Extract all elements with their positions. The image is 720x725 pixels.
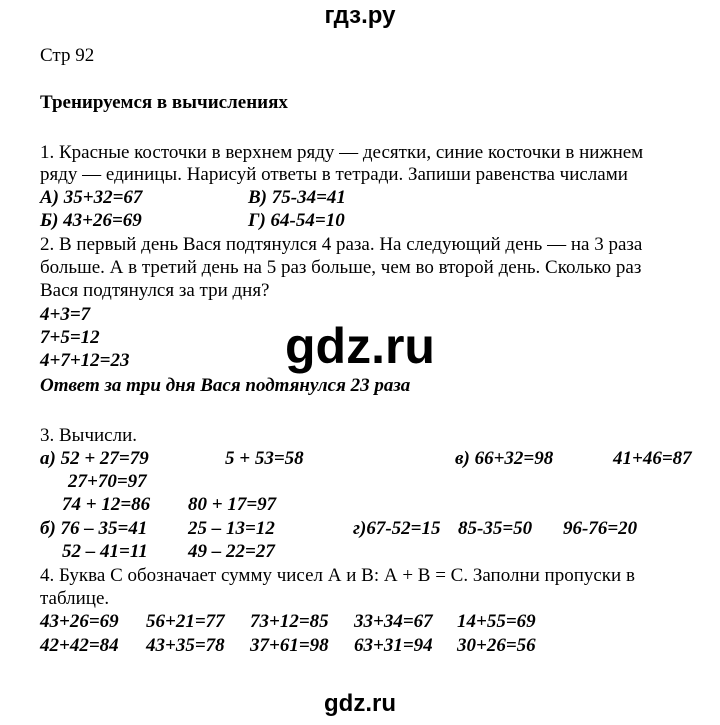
- task3-b-3: 52 – 41=11: [62, 541, 148, 562]
- page-label: Стр 92: [40, 45, 95, 66]
- task3-title: 3. Вычисли.: [40, 425, 137, 446]
- task4-row1-cell: 73+12=85: [250, 611, 329, 632]
- task1-text-line1: 1. Красные косточки в верхнем ряду — десятки, синие косточки в нижнем: [40, 142, 644, 163]
- task3-g-3: 96-76=20: [563, 518, 638, 539]
- task4-row1-cell: 33+34=67: [354, 611, 433, 632]
- task2-calc-1: 4+3=7: [40, 304, 91, 325]
- task2-text-line1: 2. В первый день Вася подтянулся 4 раза. На следующий день — на 3 раза: [40, 234, 643, 255]
- task1-answer-a: А) 35+32=67: [40, 187, 143, 208]
- task2-calc-2: 7+5=12: [40, 327, 100, 348]
- task3-v-2: 41+46=87: [613, 448, 692, 469]
- task4-row1-cell: 56+21=77: [146, 611, 225, 632]
- task3-a-5: 80 + 17=97: [188, 494, 277, 515]
- task3-g-2: 85-35=50: [458, 518, 533, 539]
- task2-text-line2: больше. А в третий день на 5 раз больше, чем во второй день. Сколько раз: [40, 257, 642, 278]
- task3-b-1: б) 76 – 35=41: [40, 518, 148, 539]
- task1-answer-g: Г) 64-54=10: [248, 210, 345, 231]
- task4-text-line1: 4. Буква С обозначает сумму чисел А и В: А + В = С. Заполни пропуски в: [40, 565, 635, 586]
- task3-a-1: а) 52 + 27=79: [40, 448, 149, 469]
- task4-row1-cell: 43+26=69: [40, 611, 119, 632]
- task4-row2-cell: 43+35=78: [146, 635, 225, 656]
- task4-row2-cell: 63+31=94: [354, 635, 433, 656]
- task1-answer-v: В) 75-34=41: [248, 187, 346, 208]
- task1-answer-b: Б) 43+26=69: [40, 210, 142, 231]
- task3-g-1: г)67-52=15: [353, 518, 441, 539]
- task1-text-line2: ряду — единицы. Нарисуй ответы в тетради. Запиши равенства числами: [40, 164, 628, 185]
- task2-answer: Ответ за три дня Вася подтянулся 23 раза: [40, 375, 411, 396]
- task4-text-line2: таблице.: [40, 588, 110, 609]
- watermark-logo: gdz.ru: [285, 318, 435, 374]
- section-heading: Тренируемся в вычислениях: [40, 92, 288, 113]
- site-logo-top: гдз.ру: [324, 2, 396, 29]
- task2-text-line3: Вася подтянулся за три дня?: [40, 280, 270, 301]
- task3-a-4: 74 + 12=86: [62, 494, 151, 515]
- task4-row1-cell: 14+55=69: [457, 611, 536, 632]
- task4-row2-cell: 30+26=56: [457, 635, 536, 656]
- task3-a-2: 5 + 53=58: [225, 448, 304, 469]
- task4-row2-cell: 42+42=84: [40, 635, 119, 656]
- task3-v-1: в) 66+32=98: [455, 448, 554, 469]
- task3-a-3: 27+70=97: [68, 471, 147, 492]
- task2-calc-3: 4+7+12=23: [40, 350, 130, 371]
- site-logo-bottom: gdz.ru: [324, 690, 396, 717]
- task3-b-2: 25 – 13=12: [188, 518, 275, 539]
- task4-row2-cell: 37+61=98: [250, 635, 329, 656]
- task3-b-4: 49 – 22=27: [188, 541, 275, 562]
